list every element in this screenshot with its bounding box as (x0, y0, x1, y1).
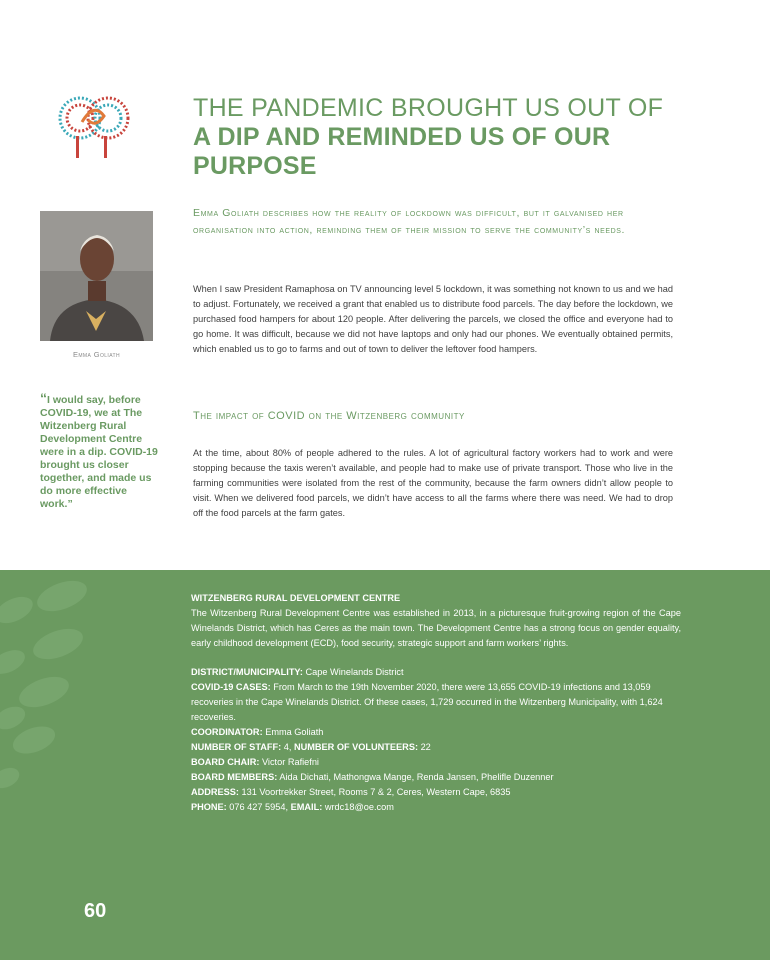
info-heading: WITZENBERG RURAL DEVELOPMENT CENTRE (191, 593, 401, 603)
title-line-2: A DIP AND REMINDED US OF OUR (193, 122, 611, 151)
subheading: The impact of COVID on the Witzenberg community (193, 410, 465, 422)
leaf-pattern-icon (0, 570, 120, 800)
page-number: 60 (84, 900, 107, 922)
intro-text: Emma Goliath describes how the reality of lockdown was difficult, but it galvanised her organisation into action, reminding them of their mission to serve the community’s needs. (193, 207, 626, 236)
title-line-1: THE PANDEMIC BROUGHT US OUT OF (193, 94, 664, 122)
info-staff: NUMBER OF STAFF: 4, NUMBER OF VOLUNTEERS: 22 (191, 742, 431, 752)
quote-text: I would say, before COVID-19, we at The Witzenberg Rural Development Centre were in a dip. COVID-19 brought us closer together, and made us do more effective work. (40, 394, 158, 510)
portrait-photo (40, 211, 153, 341)
quote-close-mark: ” (67, 498, 73, 510)
pull-quote (40, 392, 160, 511)
organisation-logo-icon (52, 92, 136, 164)
body-paragraph-2: At the time, about 80% of people adhered to the rules. A lot of agricultural factory workers had to work and were stopping because the taxis weren’t available, and people had to make use of private transport. Those who live in the farming communities were isolated from the rest of the community, because the farm owners didn’t allow people to visit. When we delivered food parcels, we didn’t have access to all the farms where there was need. We had to drop off the food parcels at the farm gates. (193, 448, 673, 518)
info-phone-email: PHONE: 076 427 5954, EMAIL: wrdc18@oe.com (191, 802, 394, 812)
page-title (193, 94, 693, 180)
info-panel (0, 570, 770, 960)
info-description: The Witzenberg Rural Development Centre was established in 2013, in a picturesque fruit-growing region of the Cape Winelands District, which has Ceres as the main town. The Development Centre has a strong focus on gender equality, early childhood development (ECD), food security, strategic support and farm workers’ rights. (191, 608, 681, 648)
quote-open-mark: “ (40, 390, 47, 406)
info-address: ADDRESS: 131 Voortrekker Street, Rooms 7 & 2, Ceres, Western Cape, 6835 (191, 787, 511, 797)
organisation-info (191, 591, 681, 815)
photo-caption: Emma Goliath (72, 350, 121, 359)
body-paragraph-1: When I saw President Ramaphosa on TV announcing level 5 lockdown, it was something not known to us and we had to adjust. Fortunately, we received a grant that enabled us to distribute food parcels. The day before the lockdown, we purchased food hampers for about 120 people. After delivering the parcels, we closed the office and everyone had to go home. It was difficult, because we did not have laptops and only had our phones. We eventually obtained permits, which enabled us to go to farms and out of town to deliver the leftover food hampers. (193, 284, 673, 354)
title-line-3: PURPOSE (193, 151, 317, 180)
info-district: DISTRICT/MUNICIPALITY: Cape Winelands District (191, 667, 404, 677)
info-board-members: BOARD MEMBERS: Aida Dichati, Mathongwa Mange, Renda Jansen, Phelifle Duzenner (191, 772, 554, 782)
info-board-chair: BOARD CHAIR: Victor Rafiefni (191, 757, 319, 767)
info-coordinator: COORDINATOR: Emma Goliath (191, 727, 324, 737)
info-covid-cases: COVID-19 CASES: From March to the 19th November 2020, there were 13,655 COVID-19 infections and 13,059 recoveries in the Cape Winelands District. Of these cases, 1,729 occurred in the Witzenberg Municipality, with 1,624 recoveries. (191, 682, 663, 722)
